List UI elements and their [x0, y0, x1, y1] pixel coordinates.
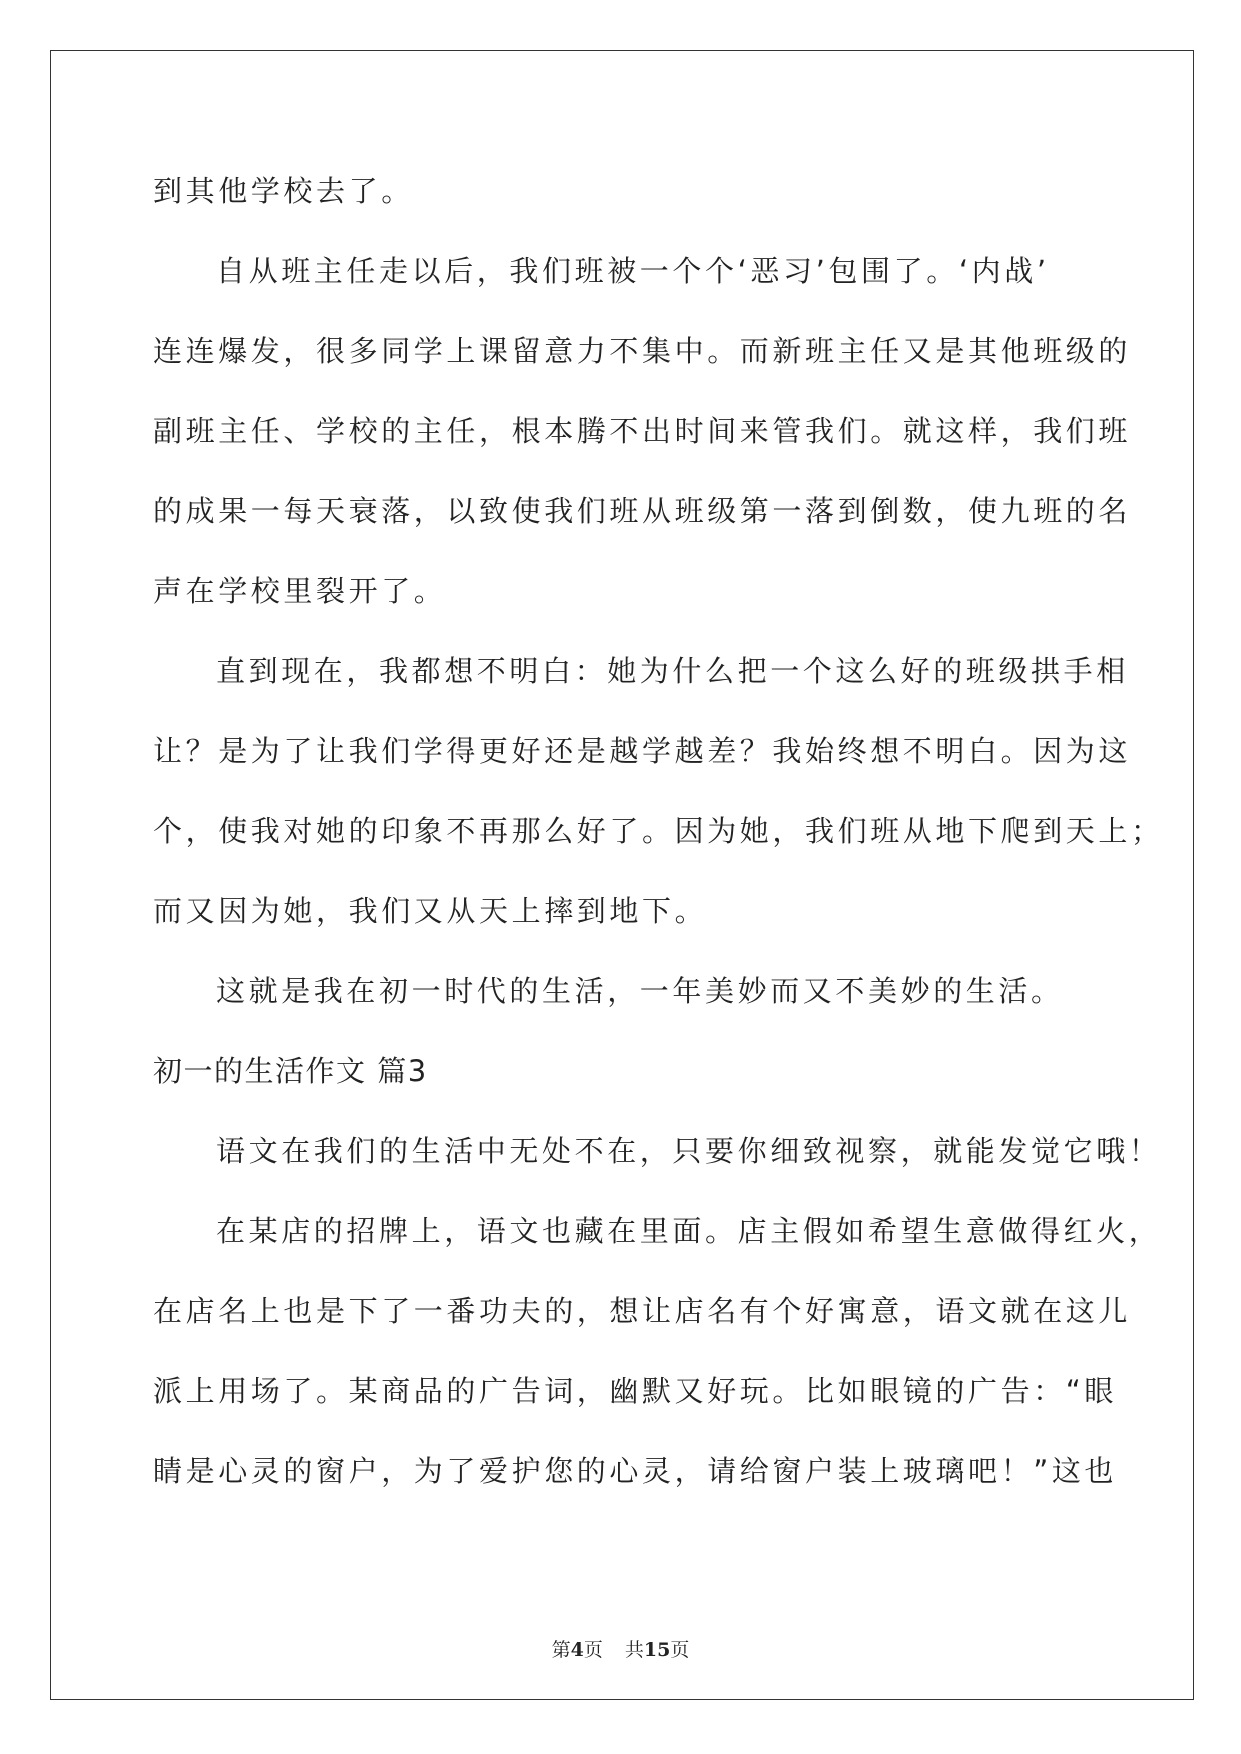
text-line: 连连爆发，很多同学上课留意力不集中。而新班主任又是其他班级的 [153, 334, 1132, 368]
text-line: 副班主任、学校的主任，根本腾不出时间来管我们。就这样，我们班 [153, 414, 1132, 448]
page-prefix: 第 [551, 1639, 571, 1661]
text-line: 在店名上也是下了一番功夫的，想让店名有个好寓意，语文就在这儿 [153, 1294, 1132, 1328]
text-line: 而又因为她，我们又从天上摔到地下。 [153, 894, 708, 928]
total-suffix: 页 [670, 1639, 690, 1661]
text-line: 到其他学校去了。 [153, 174, 414, 208]
text-line: 声在学校里裂开了。 [153, 574, 447, 608]
text-line: 让？是为了让我们学得更好还是越学越差？我始终想不明白。因为这 [153, 734, 1132, 768]
paragraph-start: 在某店的招牌上，语文也藏在里面。店主假如希望生意做得红火， [216, 1214, 1162, 1248]
total-pages: 15 [643, 1639, 671, 1661]
paragraph-start: 直到现在，我都想不明白：她为什么把一个这么好的班级拱手相 [216, 654, 1129, 688]
paragraph-start: 自从班主任走以后，我们班被一个个‘恶习’包围了。‘内战’ [216, 254, 1050, 288]
text-line: 个，使我对她的印象不再那么好了。因为她，我们班从地下爬到天上； [153, 814, 1164, 848]
paragraph-start: 语文在我们的生活中无处不在，只要你细致视察，就能发觉它哦！ [216, 1134, 1162, 1168]
paragraph-start: 这就是我在初一时代的生活，一年美妙而又不美妙的生活。 [216, 974, 1064, 1008]
text-line: 睛是心灵的窗户，为了爱护您的心灵，请给窗户装上玻璃吧！”这也 [153, 1454, 1118, 1488]
page-footer [0, 1638, 1241, 1662]
total-prefix: 共 [624, 1639, 644, 1661]
page-number: 4 [570, 1639, 584, 1661]
text-line: 的成果一每天衰落，以致使我们班从班级第一落到倒数，使九班的名 [153, 494, 1132, 528]
text-line: 派上用场了。某商品的广告词，幽默又好玩。比如眼镜的广告：“眼 [153, 1374, 1118, 1408]
section-heading: 初一的生活作文 篇3 [153, 1054, 428, 1088]
page-suffix: 页 [583, 1639, 603, 1661]
